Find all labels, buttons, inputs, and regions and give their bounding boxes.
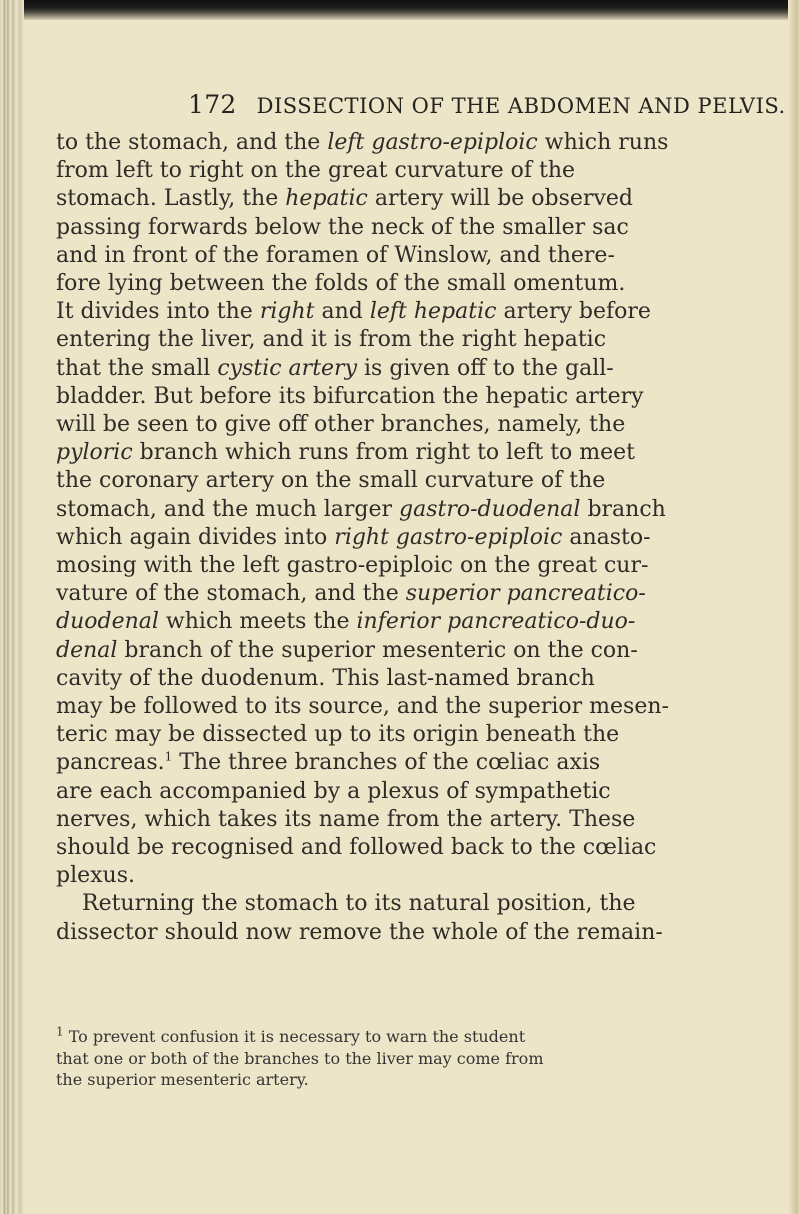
text-span: should be recognised and followed back to the cœliac [56, 835, 657, 861]
text-span: It divides into the [56, 299, 260, 325]
text-span: artery before [496, 299, 651, 325]
text-line [56, 580, 796, 608]
book-binding-edge [0, 0, 24, 1214]
text-line [56, 608, 796, 636]
text-span: which again divides into [56, 524, 335, 550]
text-span: The three branches of the cœliac axis [172, 750, 601, 776]
text-line [56, 834, 796, 862]
text-span: is given off to the gall- [357, 355, 614, 381]
text-span: branch which runs from right to left to meet [132, 440, 636, 466]
text-line [56, 242, 796, 270]
text-line [56, 665, 796, 693]
text-span: Returning the stomach to its natural position, the [82, 891, 636, 917]
text-span: dissector should now remove the whole of the remain- [56, 919, 663, 945]
page-top-edge [0, 0, 800, 20]
text-span: branch [580, 496, 666, 522]
text-span: the coronary artery on the small curvature of the [56, 468, 606, 494]
text-span: To prevent confusion it is necessary to warn the student [63, 1027, 526, 1046]
text-span: passing forwards below the neck of the smaller sac [56, 214, 629, 240]
text-span: anasto- [562, 524, 651, 550]
text-span: teric may be dissected up to its origin beneath the [56, 722, 620, 748]
text-span: cavity of the duodenum. This last-named branch [56, 665, 595, 691]
text-line [56, 552, 796, 580]
text-line [56, 637, 796, 665]
footnote-marker: 1 [164, 750, 173, 765]
text-span: branch of the superior mesenteric on the con- [117, 637, 638, 663]
text-line [56, 298, 796, 326]
page-header [188, 90, 786, 119]
text-span: pancreas. [56, 750, 165, 776]
text-span: bladder. But before its bifurcation the hepatic artery [56, 383, 644, 409]
text-span: that the small [56, 355, 218, 381]
text-line [56, 749, 796, 777]
text-line [56, 862, 796, 890]
text-span: are each accompanied by a plexus of sympathetic [56, 778, 611, 804]
italic-term: right gastro-epiploic [334, 524, 563, 550]
italic-term: superior pancreatico- [405, 581, 646, 607]
text-line [56, 919, 796, 947]
text-span: plexus. [56, 863, 135, 889]
text-span: fore lying between the folds of the small omentum. [56, 271, 626, 297]
italic-term: cystic artery [217, 355, 357, 381]
text-span: which meets the [158, 609, 357, 635]
text-span: entering the liver, and it is from the right hepatic [56, 327, 607, 353]
text-line [56, 778, 796, 806]
text-line [56, 185, 796, 213]
italic-term: gastro-duodenal [399, 496, 581, 522]
italic-term: pyloric [56, 440, 133, 466]
italic-term: duodenal [56, 609, 159, 635]
footnote-line [56, 1048, 796, 1070]
text-line [56, 806, 796, 834]
text-line [56, 524, 796, 552]
text-span: to the stomach, and the [56, 130, 328, 155]
body-text [56, 129, 796, 947]
italic-term: left gastro-epiploic [327, 130, 538, 155]
text-span: stomach, and the much larger [56, 496, 400, 522]
text-line [56, 214, 796, 242]
italic-term: denal [56, 637, 118, 663]
text-span: vature of the stomach, and the [56, 581, 406, 607]
text-span: artery will be observed [367, 186, 633, 212]
text-line [56, 157, 796, 185]
text-span: from left to right on the great curvature of the [56, 158, 576, 184]
italic-term: hepatic [285, 186, 368, 212]
text-line [56, 326, 796, 354]
text-line [56, 411, 796, 439]
footnote-marker: 1 [56, 1024, 64, 1039]
text-line [56, 439, 796, 467]
italic-term: inferior [356, 609, 441, 635]
text-span: the superior mesenteric artery. [56, 1070, 309, 1089]
text-span: which runs [537, 130, 669, 155]
text-span: may be followed to its source, and the superior mesen- [56, 694, 669, 720]
text-span: will be seen to give off other branches, namely, the [56, 412, 626, 438]
footnote-line [56, 1026, 796, 1048]
text-line [56, 129, 796, 157]
text-span: that one or both of the branches to the liver may come from [56, 1048, 544, 1068]
footnote-line [56, 1069, 796, 1091]
text-line [56, 355, 796, 383]
text-span: and [314, 299, 370, 325]
text-line [56, 383, 796, 411]
text-line [56, 693, 796, 721]
italic-term: pancreatico-duo- [447, 609, 636, 635]
text-line [56, 890, 796, 918]
text-span: and in front of the foramen of Winslow, and there- [56, 242, 615, 268]
italic-term: right [259, 299, 315, 325]
text-line [56, 721, 796, 749]
page-number: 172 [188, 90, 237, 119]
text-span: mosing with the left gastro-epiploic on the great cur- [56, 553, 649, 579]
text-span: stomach. Lastly, the [56, 186, 286, 212]
footnote [56, 1026, 796, 1091]
text-line [56, 496, 796, 524]
italic-term: left hepatic [369, 299, 497, 325]
text-span: nerves, which takes its name from the artery. These [56, 806, 636, 832]
running-title: DISSECTION OF THE ABDOMEN AND PELVIS. [256, 94, 786, 118]
text-line [56, 270, 796, 298]
text-line [56, 467, 796, 495]
